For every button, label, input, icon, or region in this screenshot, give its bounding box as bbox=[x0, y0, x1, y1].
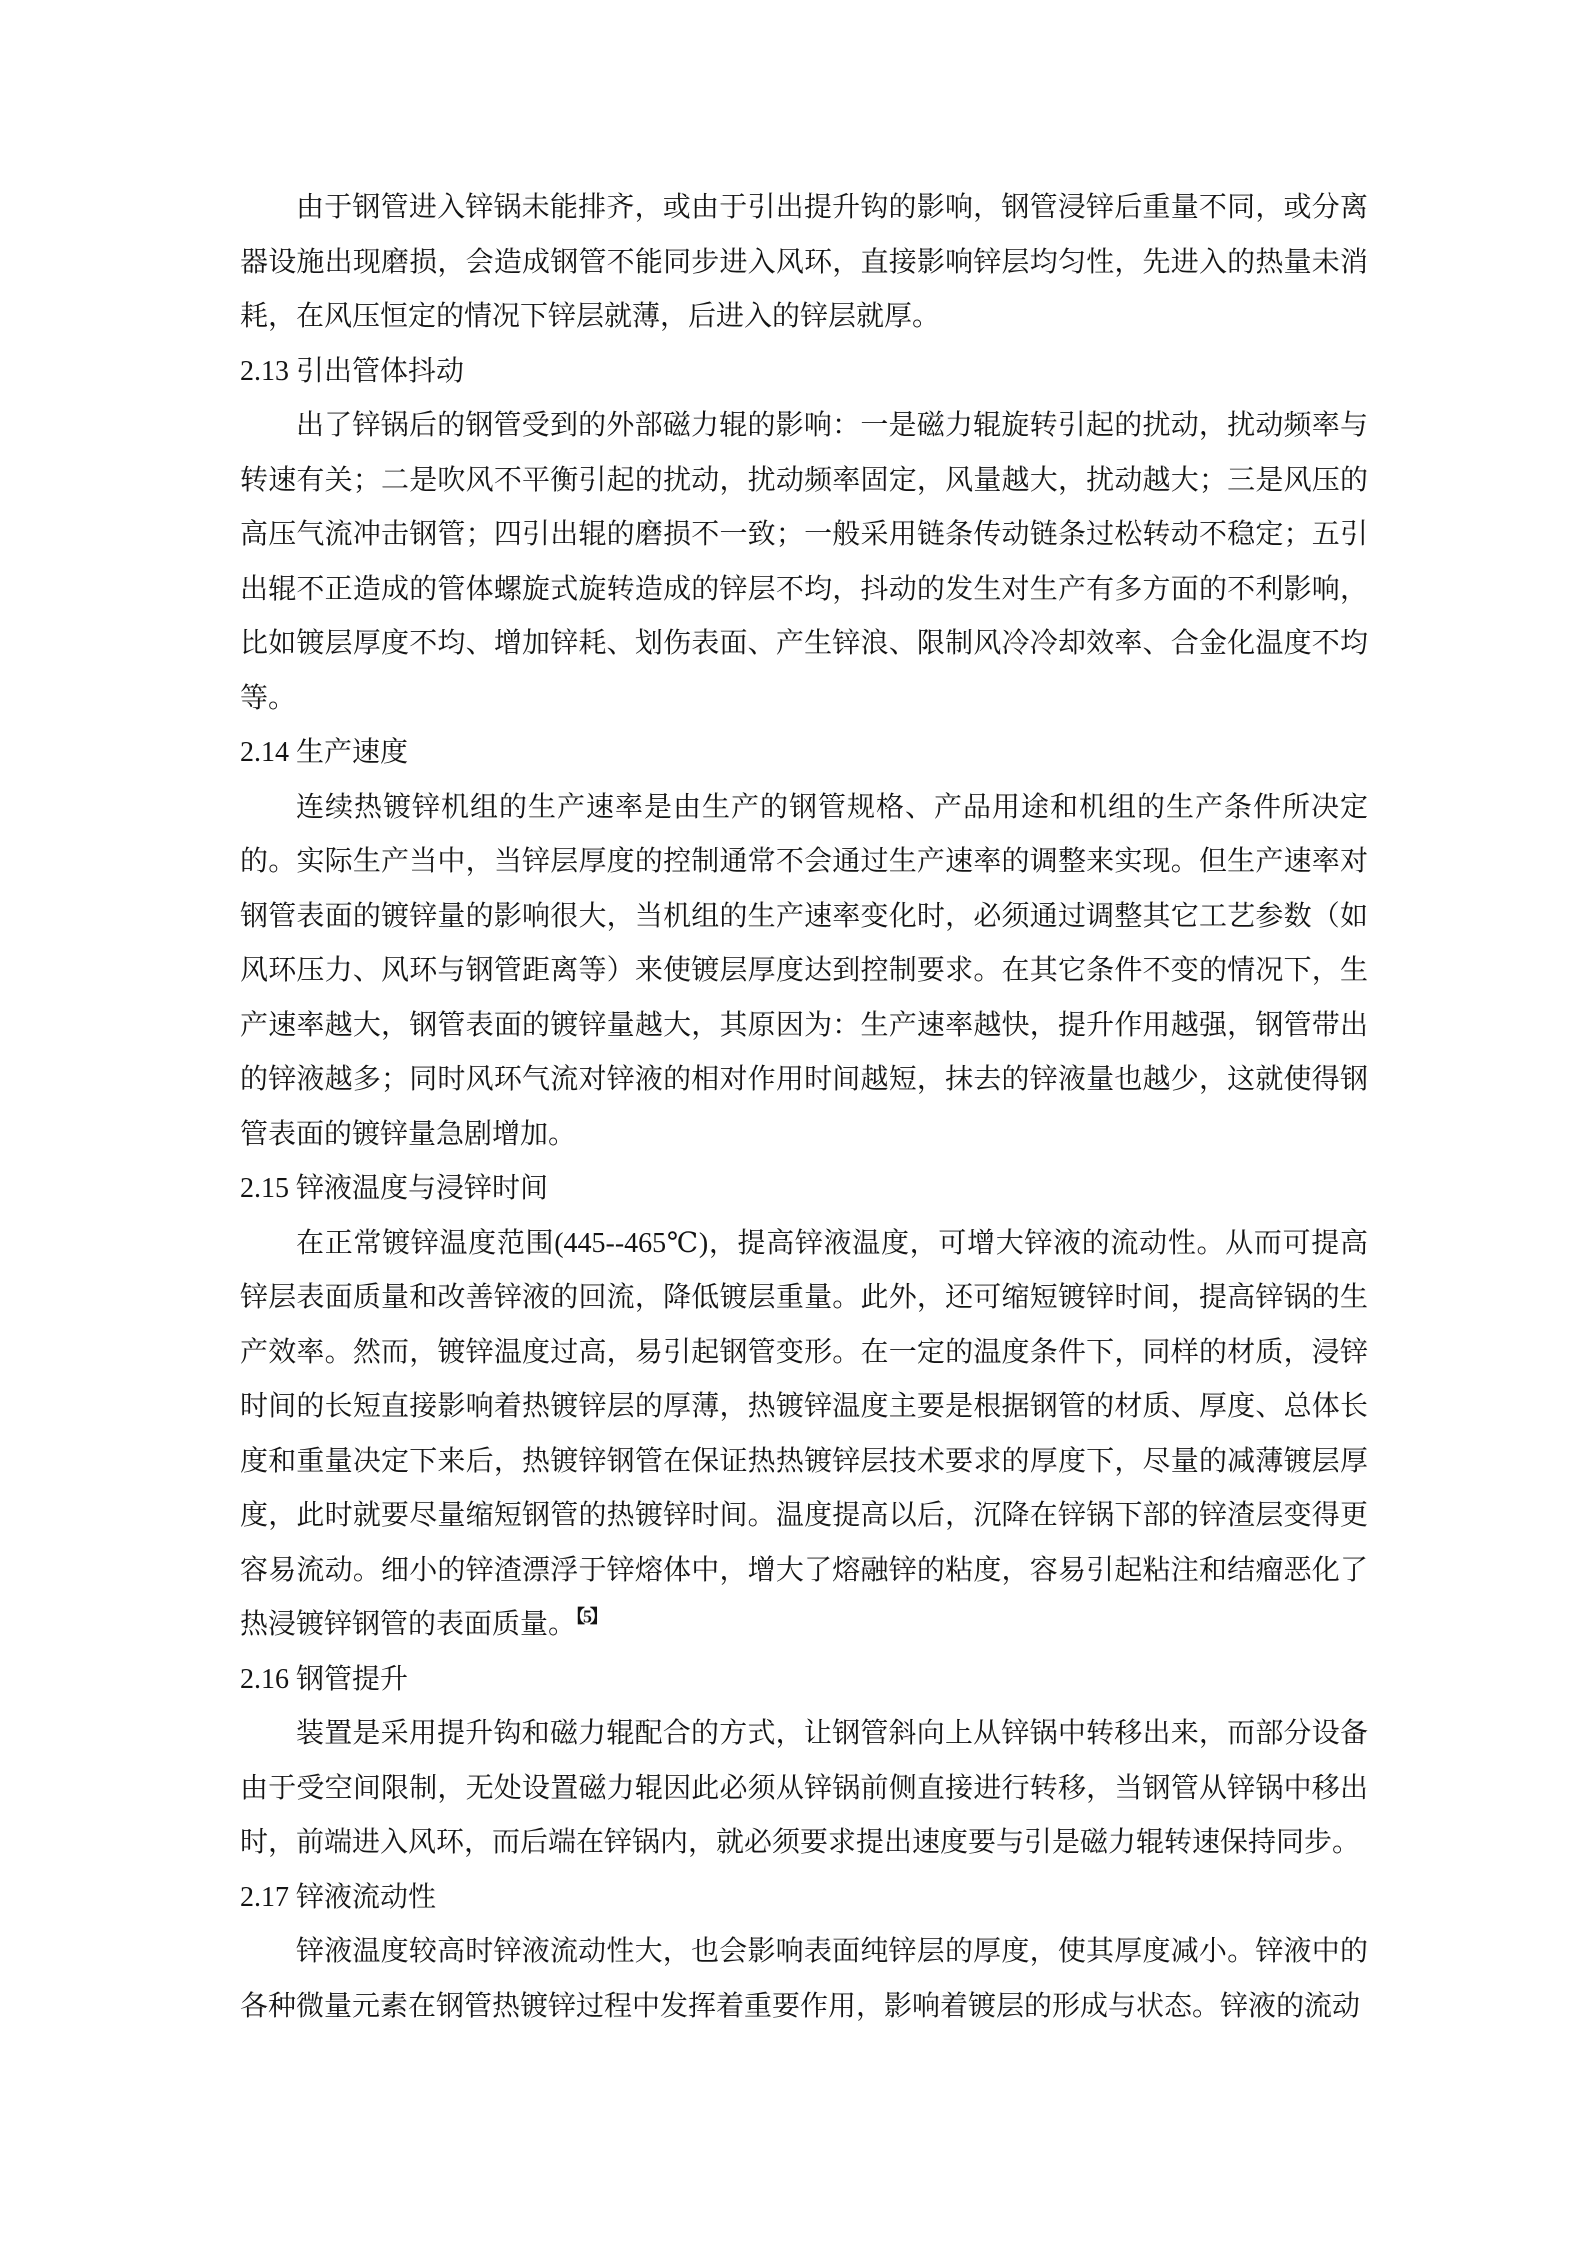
paragraph-pipe-lifting: 装置是采用提升钩和磁力辊配合的方式，让钢管斜向上从锌锅中转移出来，而部分设备由于受空间限制，无处设置磁力辊因此必须从锌锅前侧直接进行转移，当钢管从锌锅中移出时，前端进入风环，而后端在锌锅内，就必须要求提出速度要与引是磁力辊转速保持同步。 bbox=[240, 1718, 1368, 1858]
paragraph-zinc-fluidity: 锌液温度较高时锌液流动性大，也会影响表面纯锌层的厚度，使其厚度减小。锌液中的各种微量元素在钢管热镀锌过程中发挥着重要作用，影响着镀层的形成与状态。锌液的流动 bbox=[240, 1936, 1368, 2022]
section-heading-2-17: 2.17 锌液流动性 bbox=[240, 1881, 437, 1913]
paragraph-intro-continued: 由于钢管进入锌锅未能排齐，或由于引出提升钩的影响，钢管浸锌后重量不同，或分离器设施出现磨损，会造成钢管不能同步进入风环，直接影响锌层均匀性，先进入的热量未消耗，在风压恒定的情况下锌层就薄，后进入的锌层就厚。 bbox=[240, 192, 1368, 332]
paragraph-zinc-temperature-text: 在正常镀锌温度范围(445--465℃)，提高锌液温度，可增大锌液的流动性。从而可提高锌层表面质量和改善锌液的回流，降低镀层重量。此外，还可缩短镀锌时间，提高锌锅的生产效率。然而，镀锌温度过高，易引起钢管变形。在一定的温度条件下，同样的材质，浸锌时间的长短直接影响着热镀锌层的厚薄，热镀锌温度主要是根据钢管的材质、厚度、总体长度和重量决定下来后，热镀锌钢管在保证热热镀锌层技术要求的厚度下，尽量的减薄镀层厚度，此时就要尽量缩短钢管的热镀锌时间。温度提高以后，沉降在锌锅下部的锌渣层变得更容易流动。细小的锌渣漂浮于锌熔体中，增大了熔融锌的粘度，容易引起粘注和结瘤恶化了热浸镀锌钢管的表面质量。 bbox=[240, 1227, 1368, 1640]
document-body bbox=[240, 181, 1368, 2034]
section-heading-2-14: 2.14 生产速度 bbox=[240, 737, 409, 768]
paragraph-pipe-vibration: 出了锌锅后的钢管受到的外部磁力辊的影响：一是磁力辊旋转引起的扰动，扰动频率与转速有关；二是吹风不平衡引起的扰动，扰动频率固定，风量越大，扰动越大；三是风压的高压气流冲击钢管；四引出辊的磨损不一致；一般采用链条传动链条过松转动不稳定；五引出辊不正造成的管体螺旋式旋转造成的锌层不均，抖动的发生对生产有多方面的不利影响，比如镀层厚度不均、增加锌耗、划伤表面、产生锌浪、限制风冷冷却效率、合金化温度不均等。 bbox=[240, 410, 1368, 714]
section-heading-2-15: 2.15 锌液温度与浸锌时间 bbox=[240, 1173, 549, 1204]
paragraph-production-speed: 连续热镀锌机组的生产速率是由生产的钢管规格、产品用途和机组的生产条件所决定的。实际生产当中，当锌层厚度的控制通常不会通过生产速率的调整来实现。但生产速率对钢管表面的镀锌量的影响很大，当机组的生产速率变化时，必须通过调整其它工艺参数（如风环压力、风环与钢管距离等）来使镀层厚度达到控制要求。在其它条件不变的情况下，生产速率越大，钢管表面的镀锌量越大，其原因为：生产速率越快，提升作用越强，钢管带出的锌液越多；同时风环气流对锌液的相对作用时间越短，抹去的锌液量也越少，这就使得钢管表面的镀锌量急剧增加。 bbox=[240, 791, 1368, 1150]
section-heading-2-13: 2.13 引出管体抖动 bbox=[240, 355, 465, 387]
citation-ref-5: 【5】 bbox=[576, 1606, 606, 1627]
paragraph-zinc-temperature bbox=[240, 1217, 1368, 1653]
section-heading-2-16: 2.16 钢管提升 bbox=[240, 1663, 409, 1695]
